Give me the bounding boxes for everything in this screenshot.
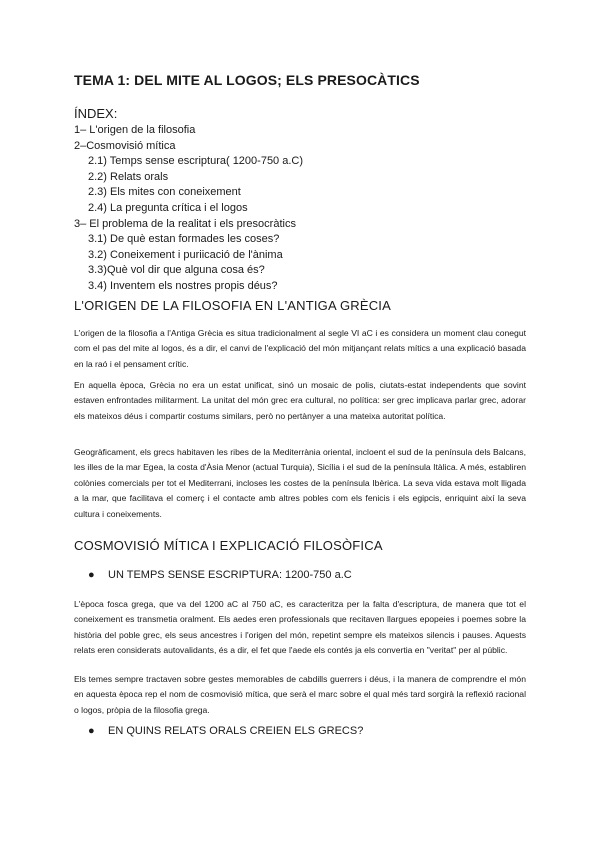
- paragraph: L'origen de la filosofia a l'Antiga Grècia es situa tradicionalment al segle VI aC i es considera un moment clau conegut com el pas del mite al logos, és a dir, el canvi de l'explicació del món mitjançant relats mítics a una explicació basada en la raó i el pensament crític.: [74, 328, 526, 369]
- toc-subitem: 2.3) Els mites con coneixement: [88, 186, 241, 199]
- toc-subitem: 3.3)Què vol dir que alguna cosa és?: [88, 264, 265, 277]
- table-of-contents: [74, 123, 303, 295]
- paragraph: Els temes sempre tractaven sobre gestes memorables de cabdills guerrers i déus, i la manera de comprendre el món en aquesta època rep el nom de cosmovisió mítica, que serà el marc sobre el qual més tard sorgirà la reflexió racional o logos, pròpia de la filosofia grega.: [74, 674, 526, 715]
- paragraph: L'època fosca grega, que va del 1200 aC al 750 aC, es caracteritza per la falta d'escriptura, de manera que tot el coneixement es transmetia oralment. Els aedes eren professionals que recitaven llargues epopeies i poemes sobre la història del poble grec, els seus ancestres i l'origen del món, repetint sempre els mateixos silencis i pauses. Aquests relats eren considerats autovalidants, és a dir, el fet que l'aede els contés ja els convertia en "veritat" per al públic.: [74, 599, 526, 656]
- bullet-item: [88, 569, 352, 581]
- toc-subitem: 3.2) Coneixement i puriicació de l'ànima: [88, 248, 283, 261]
- toc-subitem: 2.4) La pregunta crítica i el logos: [88, 201, 248, 214]
- bullet-text: EN QUINS RELATS ORALS CREIEN ELS GRECS?: [108, 725, 364, 737]
- bullet-text: UN TEMPS SENSE ESCRIPTURA: 1200-750 a.C: [108, 569, 352, 581]
- toc-subitem: 2.1) Temps sense escriptura( 1200-750 a.C): [88, 155, 304, 168]
- document-title: TEMA 1: DEL MITE AL LOGOS; ELS PRESOCÀTICS: [74, 72, 420, 88]
- paragraph: En aquella època, Grècia no era un estat unificat, sinó un mosaic de polis, ciutats-estat independents que sovint estaven enfrontades militarment. La unitat del món grec era cultural, no política: ser grec implicava parlar grec, adorar els mateixos déus i compartir costums similars, però no pertànyer a una mateixa autoritat política.: [74, 380, 526, 421]
- toc-item: 3– El problema de la realitat i els presocràtics: [74, 217, 296, 230]
- paragraph: Geogràficament, els grecs habitaven les ribes de la Mediterrània oriental, incloent el sud de la península dels Balcans, les illes de la mar Egea, la costa d'Àsia Menor (actual Turquia), Sicília i el sud de la península Itàlica. A més, establiren colònies comercials per tot el Mediterrani, incloses les costes de la península Ibèrica. La seva vida estava molt lligada a la mar, que facilitava el comerç i el contacte amb altres pobles com els fenicis i els egipcis, enriquint així la seva cultura i coneixements.: [74, 447, 526, 519]
- toc-subitem: 3.1) De què estan formades les coses?: [88, 233, 280, 246]
- toc-subitem: 2.2) Relats orals: [88, 170, 169, 183]
- section-heading-cosmovision: COSMOVISIÓ MÍTICA I EXPLICACIÓ FILOSÒFICA: [74, 538, 383, 553]
- bullet-item: [88, 725, 363, 737]
- toc-item: 2–Cosmovisió mítica: [74, 139, 176, 152]
- bullet-icon: ●: [88, 725, 95, 737]
- index-heading: ÍNDEX:: [74, 106, 118, 121]
- section-heading-origin: L'ORIGEN DE LA FILOSOFIA EN L'ANTIGA GRÈCIA: [74, 298, 391, 313]
- toc-subitem: 3.4) Inventem els nostres propis déus?: [88, 279, 278, 292]
- bullet-icon: ●: [88, 569, 95, 581]
- toc-item: 1– L'origen de la filosofia: [74, 124, 196, 136]
